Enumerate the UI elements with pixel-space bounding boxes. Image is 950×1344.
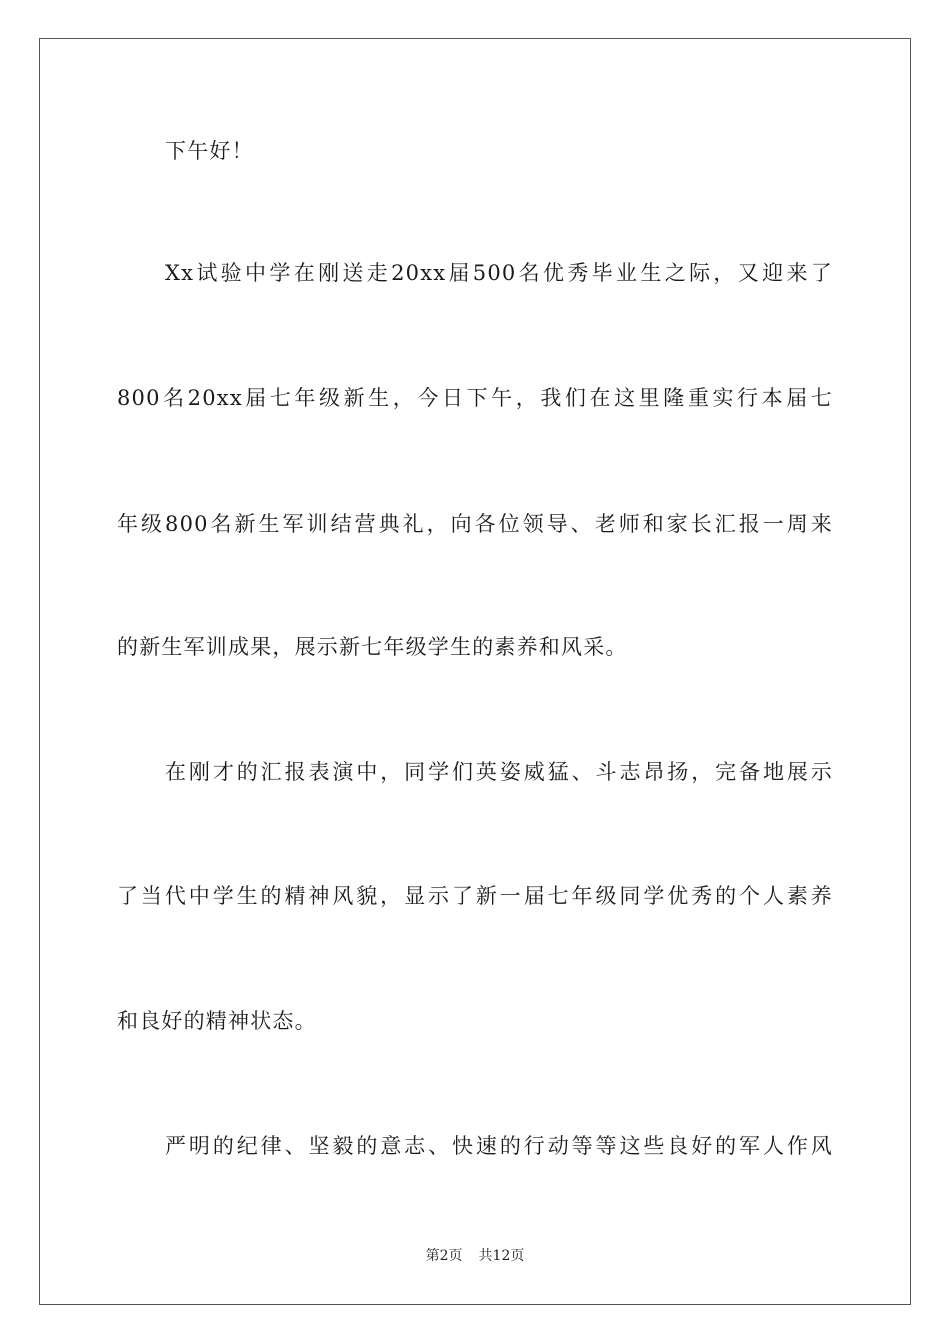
- page-border: [39, 38, 911, 1305]
- page-number: 第2页: [425, 1248, 463, 1264]
- page-footer: [0, 1247, 950, 1265]
- paragraph-1-line-2: 800名20xx届七年级新生，今日下午，我们在这里隆重实行本届七: [117, 386, 833, 410]
- paragraph-1-line-4: 的新生军训成果，展示新七年级学生的素养和风采。: [117, 635, 628, 659]
- paragraph-3-line-1: 严明的纪律、坚毅的意志、快速的行动等等这些良好的军人作风: [165, 1134, 833, 1158]
- paragraph-1-line-1: Xx试验中学在刚送走20xx届500名优秀毕业生之际，又迎来了: [165, 261, 833, 285]
- paragraph-2-line-2: 了当代中学生的精神风貌，显示了新一届七年级同学优秀的个人素养: [117, 884, 833, 908]
- paragraph-1-line-3: 年级800名新生军训结营典礼，向各位领导、老师和家长汇报一周来: [117, 512, 833, 536]
- paragraph-2-line-3: 和良好的精神状态。: [117, 1009, 317, 1033]
- paragraph-2-line-1: 在刚才的汇报表演中，同学们英姿威猛、斗志昂扬，完备地展示: [165, 760, 833, 784]
- greeting-line: 下午好！: [165, 139, 254, 163]
- page-total: 共12页: [478, 1248, 525, 1264]
